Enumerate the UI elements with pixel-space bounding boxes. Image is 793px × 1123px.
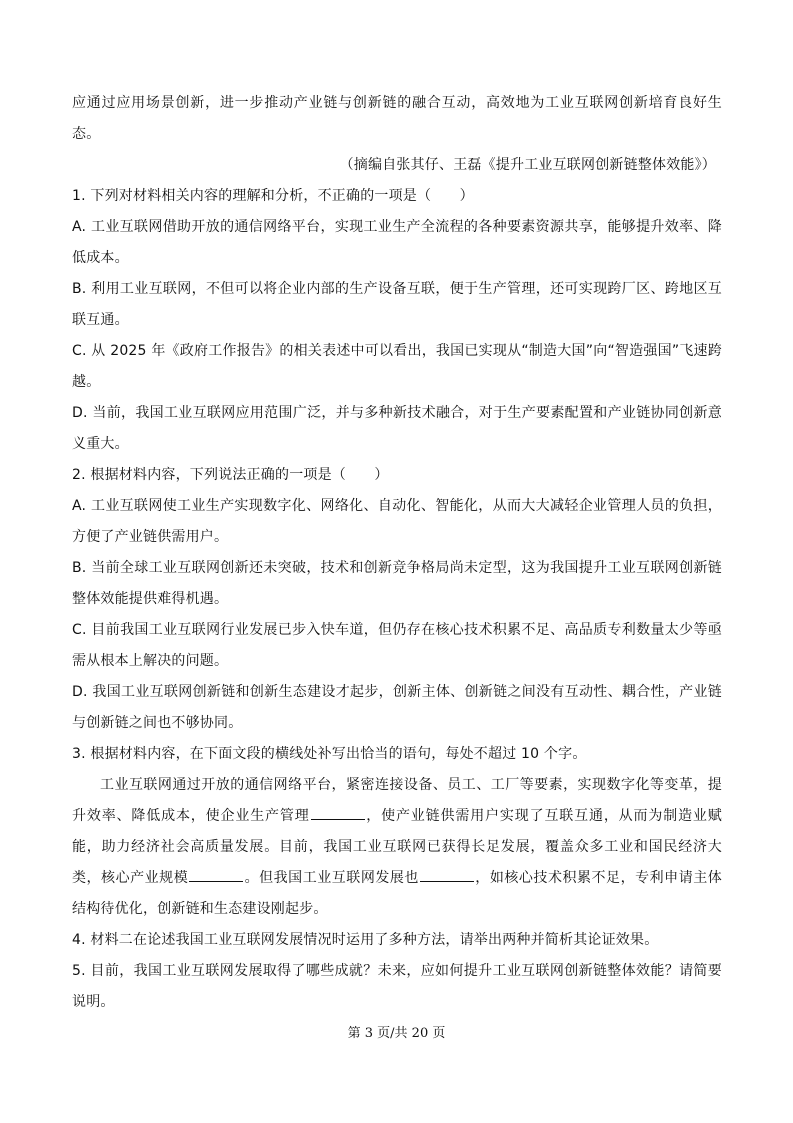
fill-blank-2 (189, 867, 243, 882)
question-3-passage (72, 770, 722, 925)
question-1-stem: 1. 下列对材料相关内容的理解和分析，不正确的一项是（ ） (72, 188, 474, 204)
fill-blank-3 (420, 867, 474, 882)
passage-text-3: 。但我国工业互联网发展也 (244, 870, 419, 886)
question-2-option-a: A. 工业互联网使工业生产实现数字化、网络化、自动化、智能化，从而大大减轻企业管理人员的负担，方便了产业链供需用户。 (72, 498, 722, 545)
question-2-stem: 2. 根据材料内容，下列说法正确的一项是（ ） (72, 467, 389, 483)
question-1-option-a: A. 工业互联网借助开放的通信网络平台，实现工业生产全流程的各种要素资源共享，能够提升效率、降低成本。 (72, 219, 722, 266)
question-2-option-d: D. 我国工业互联网创新链和创新生态建设才起步，创新主体、创新链之间没有互动性、耦合性，产业链与创新链之间也不够协同。 (72, 684, 722, 731)
document-body (72, 88, 722, 1018)
question-1-option-b: B. 利用工业互联网，不但可以将企业内部的生产设备互联，便于生产管理，还可实现跨厂区、跨地区互联互通。 (72, 281, 722, 328)
page-footer: 第 3 页/共 20 页 (347, 1026, 446, 1041)
source-citation: （摘编自张其仔、王磊《提升工业互联网创新链整体效能》） (339, 157, 716, 173)
question-2-option-b: B. 当前全球工业互联网创新还未突破，技术和创新竞争格局尚未定型，这为我国提升工业互联网创新链整体效能提供难得机遇。 (72, 560, 722, 607)
question-4-stem: 4. 材料二在论述我国工业互联网发展情况时运用了多种方法，请举出两种并简析其论证效果。 (72, 932, 659, 948)
question-2-option-c: C. 目前我国工业互联网行业发展已步入快车道，但仍存在核心技术积累不足、高品质专利数量太少等亟需从根本上解决的问题。 (72, 622, 722, 669)
passage-text-2: ，使产业链供需用户实现了互联互通，从而为制造业赋能，助力经济社会高质量发展。目前，我国工业互联网已获得长足发展，覆盖众多工业和国民经济大类，核心产业规模 (72, 808, 722, 886)
question-3 (72, 739, 722, 925)
question-1-option-c: C. 从 2025 年《政府工作报告》的相关表述中可以看出，我国已实现从“制造大国”向“智造强国”飞速跨越。 (72, 343, 722, 390)
question-5-stem: 5. 目前，我国工业互联网发展取得了哪些成就？未来，应如何提升工业互联网创新链整体效能？请简要说明。 (72, 963, 722, 1010)
intro-paragraph: 应通过应用场景创新，进一步推动产业链与创新链的融合互动，高效地为工业互联网创新培育良好生态。 (72, 95, 722, 142)
passage-text-1: 工业互联网通过开放的通信网络平台，紧密连接设备、员工、工厂等要素，实现数字化等变革，提升效率、降低成本，使企业生产管理 (72, 777, 722, 824)
question-1 (72, 181, 722, 460)
question-3-stem: 3. 根据材料内容，在下面文段的横线处补写出恰当的语句，每处不超过 10 个字。 (72, 746, 587, 762)
question-2 (72, 460, 722, 739)
question-1-option-d: D. 当前，我国工业互联网应用范围广泛，并与多种新技术融合，对于生产要素配置和产业链协同创新意义重大。 (72, 405, 722, 452)
passage-text-4: ，如核心技术积累不足，专利申请主体结构待优化，创新链和生态建设刚起步。 (72, 870, 722, 917)
fill-blank-1 (311, 805, 365, 820)
